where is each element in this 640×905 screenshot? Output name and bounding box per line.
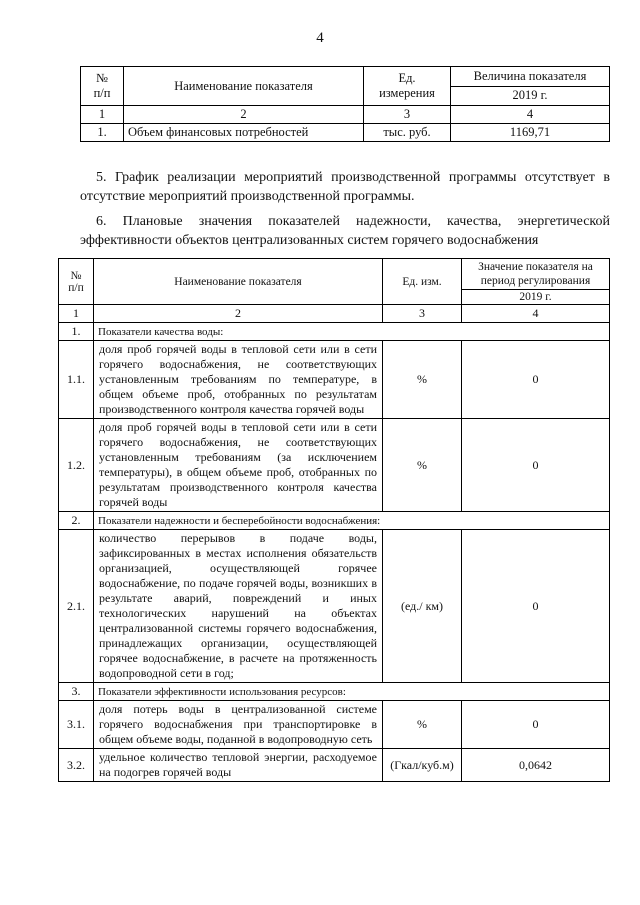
index-cell: 2 bbox=[124, 106, 364, 124]
row-unit: % bbox=[383, 341, 462, 419]
index-cell: 3 bbox=[364, 106, 451, 124]
section-title: Показатели эффективности использования ресурсов: bbox=[94, 683, 610, 701]
index-row bbox=[81, 106, 610, 124]
section-num: 1. bbox=[59, 323, 94, 341]
index-cell: 1 bbox=[59, 305, 94, 323]
section-title: Показатели качества воды: bbox=[94, 323, 610, 341]
row-unit: (ед./ км) bbox=[383, 530, 462, 683]
row-unit: % bbox=[383, 419, 462, 512]
row-value: 0 bbox=[462, 530, 610, 683]
page-number: 4 bbox=[316, 30, 324, 46]
index-cell: 2 bbox=[94, 305, 383, 323]
row-name: удельное количество тепловой энергии, расходуемое на подогрев горячей воды bbox=[94, 749, 383, 782]
section-row bbox=[59, 683, 610, 701]
header-unit: Ед. измерения bbox=[364, 67, 451, 106]
row-name: доля потерь воды в централизованной системе горячего водоснабжения при транспортировке в общем объеме воды, поданной в водопроводную сеть bbox=[94, 701, 383, 749]
row-unit: тыс. руб. bbox=[364, 124, 451, 142]
row-num: 1.2. bbox=[59, 419, 94, 512]
row-name: количество перерывов в подаче воды, зафиксированных в местах исполнения обязательств организацией, осуществляющей горячее водоснабжение, по подаче горячей воды, возникших в результате аварий, повреждений и иных технологических нарушений на объектах централизованной системы горячего водоснабжения, принадлежащих организации, осуществляющей горячее водоснабжение, в расчете на протяженность водопроводной сети в год; bbox=[94, 530, 383, 683]
header-unit: Ед. изм. bbox=[383, 259, 462, 305]
header-year: 2019 г. bbox=[451, 86, 610, 106]
row-num: 1. bbox=[81, 124, 124, 142]
row-value: 0 bbox=[462, 341, 610, 419]
table-row bbox=[59, 749, 610, 782]
header-num: № п/п bbox=[59, 259, 94, 305]
header-name: Наименование показателя bbox=[124, 67, 364, 106]
header-num: № п/п bbox=[81, 67, 124, 106]
header-value: Величина показателя bbox=[451, 67, 610, 87]
index-cell: 1 bbox=[81, 106, 124, 124]
table-row bbox=[59, 530, 610, 683]
row-value: 0 bbox=[462, 701, 610, 749]
header-value: Значение показателя на период регулирования bbox=[462, 259, 610, 290]
header-name: Наименование показателя bbox=[94, 259, 383, 305]
row-name: доля проб горячей воды в тепловой сети или в сети горячего водоснабжения, не соответствующих установленным требованиям (за исключением температуры), в общем объеме проб, отобранных по результатам производственного контроля качества горячей воды bbox=[94, 419, 383, 512]
row-num: 2.1. bbox=[59, 530, 94, 683]
index-cell: 3 bbox=[383, 305, 462, 323]
row-name: Объем финансовых потребностей bbox=[124, 124, 364, 142]
section-num: 2. bbox=[59, 512, 94, 530]
row-unit: % bbox=[383, 701, 462, 749]
table-row bbox=[59, 419, 610, 512]
financial-needs-table bbox=[80, 66, 610, 142]
row-value: 1169,71 bbox=[451, 124, 610, 142]
table-row bbox=[81, 124, 610, 142]
header-year: 2019 г. bbox=[462, 290, 610, 305]
paragraph-6: 6. Плановые значения показателей надежности, качества, энергетической эффективности объектов централизованных систем горячего водоснабжения bbox=[80, 214, 610, 248]
row-num: 3.2. bbox=[59, 749, 94, 782]
row-num: 1.1. bbox=[59, 341, 94, 419]
indicators-table bbox=[58, 258, 610, 782]
row-value: 0,0642 bbox=[462, 749, 610, 782]
index-row bbox=[59, 305, 610, 323]
row-value: 0 bbox=[462, 419, 610, 512]
paragraph-5: 5. График реализации мероприятий производственной программы отсутствует в отсутствие мероприятий производственной программы. bbox=[80, 170, 610, 204]
section-title: Показатели надежности и бесперебойности водоснабжения: bbox=[94, 512, 610, 530]
table-row bbox=[59, 701, 610, 749]
section-row bbox=[59, 512, 610, 530]
index-cell: 4 bbox=[462, 305, 610, 323]
row-num: 3.1. bbox=[59, 701, 94, 749]
row-unit: (Гкал/куб.м) bbox=[383, 749, 462, 782]
row-name: доля проб горячей воды в тепловой сети или в сети горячего водоснабжения, не соответствующих установленным требованиям по температуре, в общем объеме проб, отобранных по результатам производственного контроля качества горячей воды bbox=[94, 341, 383, 419]
section-row bbox=[59, 323, 610, 341]
index-cell: 4 bbox=[451, 106, 610, 124]
section-num: 3. bbox=[59, 683, 94, 701]
table-row bbox=[59, 341, 610, 419]
